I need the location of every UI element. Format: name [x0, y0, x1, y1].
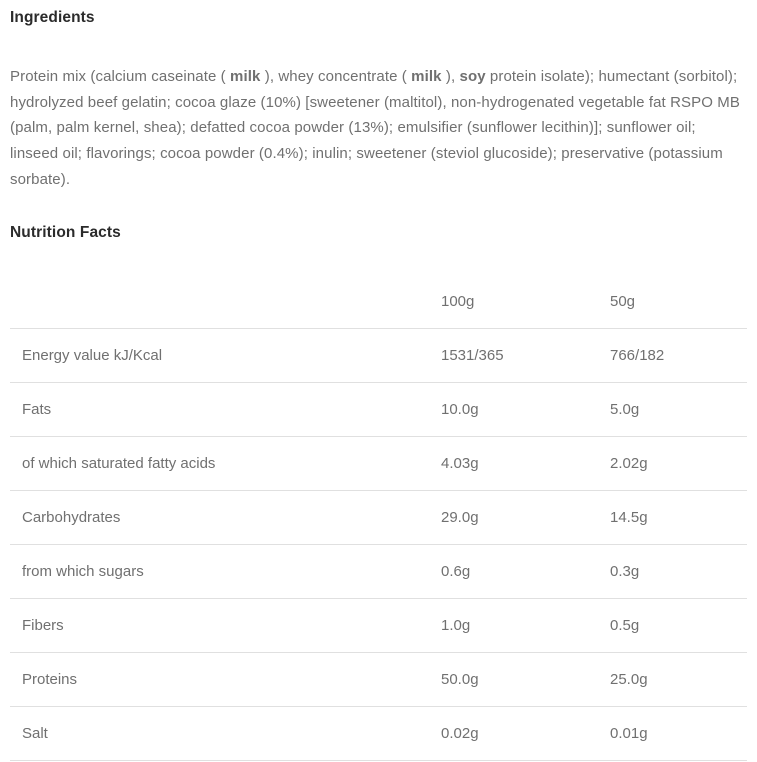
ingredients-text-segment: protein isolate); humectant (sorbitol); hydrolyzed beef gelatin; cocoa glaze (10%) [sweetener (maltitol), non-hydrogenated vegetable fat RSPO MB (palm, palm kernel, shea); defatted cocoa powder (13%); emulsifier (sunflower lecithin)]; sunflower oil; linseed oil; flavorings; cocoa powder (0.4%); inulin; sweetener (steviol glucoside); preservative (potassium sorbate).	[10, 68, 740, 188]
ingredients-text	[10, 64, 747, 193]
column-header-blank	[10, 275, 441, 329]
nutrient-value: 0.01g	[610, 707, 747, 761]
table-header-row	[10, 275, 747, 329]
allergen-emphasis: soy	[459, 68, 486, 85]
table-row	[10, 329, 747, 383]
ingredients-text-segment: Protein mix (calcium caseinate (	[10, 68, 231, 85]
nutrient-value: 1.0g	[441, 599, 610, 653]
table-row	[10, 491, 747, 545]
nutrient-label: Proteins	[10, 653, 441, 707]
nutrient-value: 2.02g	[610, 437, 747, 491]
nutrition-table-body	[10, 329, 747, 761]
nutrient-label: Fibers	[10, 599, 441, 653]
nutrient-label: Salt	[10, 707, 441, 761]
nutrient-label: Fats	[10, 383, 441, 437]
nutrient-label: from which sugars	[10, 545, 441, 599]
nutrient-value: 25.0g	[610, 653, 747, 707]
ingredients-heading: Ingredients	[10, 9, 95, 26]
nutrient-label: Carbohydrates	[10, 491, 441, 545]
table-row	[10, 707, 747, 761]
nutrition-facts-heading: Nutrition Facts	[10, 223, 121, 241]
nutrient-value: 10.0g	[441, 383, 610, 437]
nutrient-value: 766/182	[610, 329, 747, 383]
ingredients-text-segment: ), whey concentrate (	[260, 68, 412, 85]
table-row	[10, 383, 747, 437]
nutrient-value: 50.0g	[441, 653, 610, 707]
allergen-emphasis: milk	[230, 68, 261, 85]
nutrient-value: 14.5g	[610, 491, 747, 545]
nutrient-value: 29.0g	[441, 491, 610, 545]
nutrient-value: 0.5g	[610, 599, 747, 653]
nutrient-value: 0.3g	[610, 545, 747, 599]
ingredients-text-segment: ),	[441, 68, 460, 85]
nutrient-value: 0.6g	[441, 545, 610, 599]
nutrient-value: 0.02g	[441, 707, 610, 761]
table-row	[10, 545, 747, 599]
nutrient-value: 1531/365	[441, 329, 610, 383]
column-header-100g: 100g	[441, 275, 610, 329]
table-row	[10, 599, 747, 653]
nutrient-label: of which saturated fatty acids	[10, 437, 441, 491]
table-row	[10, 437, 747, 491]
nutrient-value: 4.03g	[441, 437, 610, 491]
nutrient-value: 5.0g	[610, 383, 747, 437]
nutrient-label: Energy value kJ/Kcal	[10, 329, 441, 383]
table-row	[10, 653, 747, 707]
allergen-emphasis: milk	[411, 68, 442, 85]
nutrition-facts-table	[10, 275, 747, 762]
column-header-50g: 50g	[610, 275, 747, 329]
